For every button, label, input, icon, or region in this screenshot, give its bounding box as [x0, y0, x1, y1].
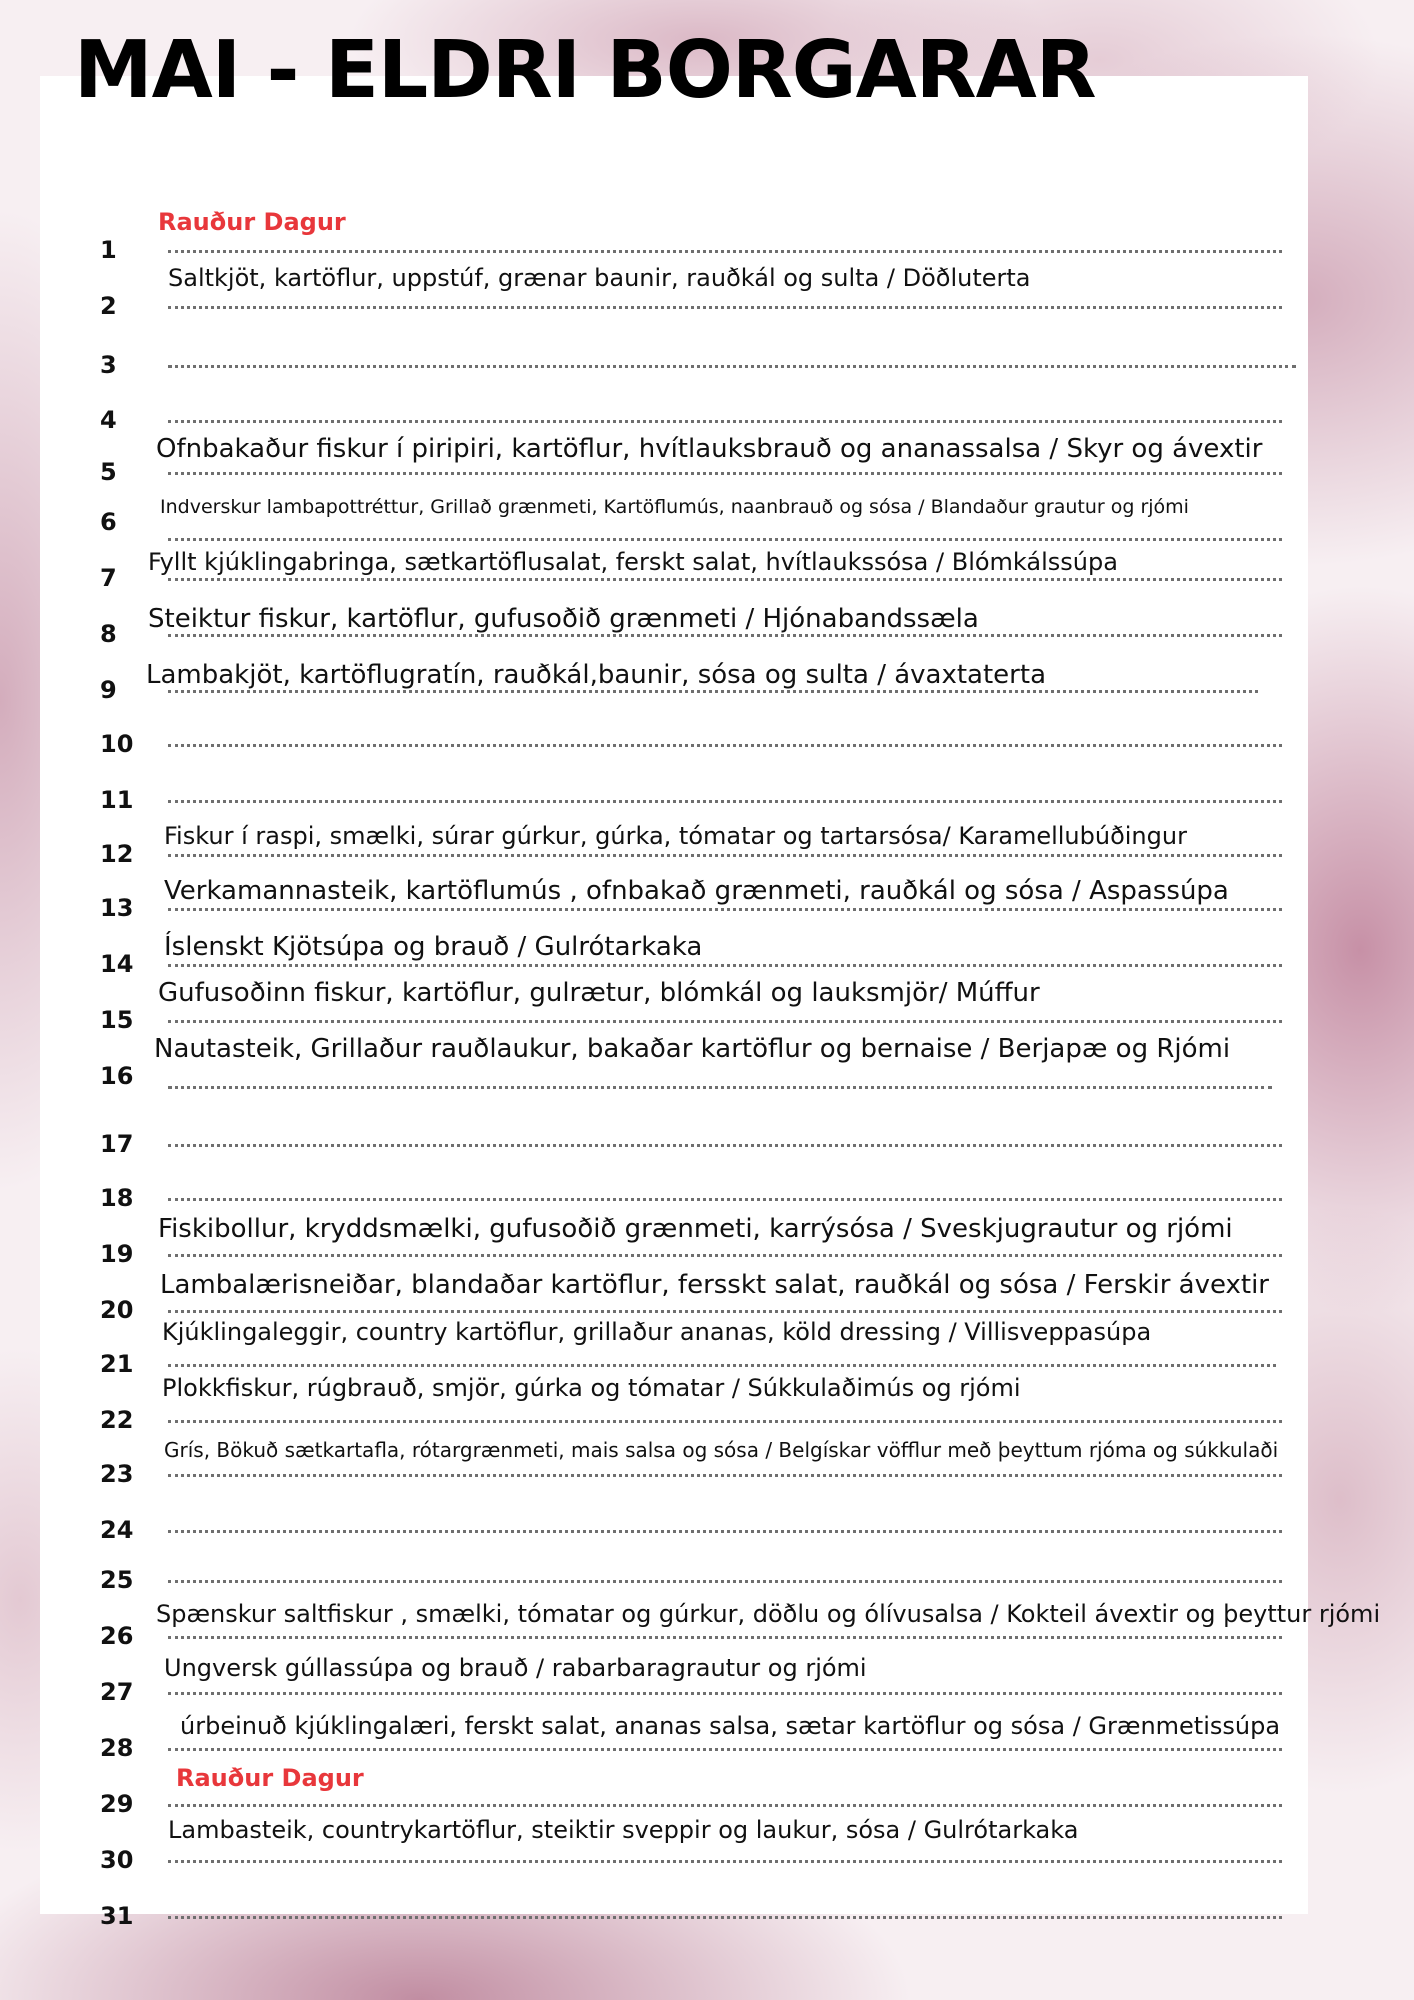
meal-text: Ofnbakaður fiskur í piripiri, kartöflur, hvítlauksbrauð og ananassalsa / Skyr og ávextir	[156, 434, 1263, 464]
day-row-2	[0, 264, 1414, 328]
dotted-line	[168, 250, 1282, 253]
meal-text: Fyllt kjúklingabringa, sætkartöflusalat, ferskt salat, hvítlaukssósa / Blómkálssúpa	[148, 548, 1118, 576]
dotted-line	[168, 1364, 1276, 1367]
dotted-line	[168, 1474, 1282, 1477]
day-number: 6	[100, 508, 117, 536]
dotted-line	[168, 306, 1282, 309]
day-number: 4	[100, 406, 117, 434]
dotted-line	[168, 854, 1282, 857]
dotted-line	[168, 1020, 1282, 1023]
day-number: 21	[100, 1350, 134, 1378]
meal-text: Lambalærisneiðar, blandaðar kartöflur, fersskt salat, rauðkál og sósa / Ferskir ávextir	[160, 1270, 1269, 1300]
meal-text: Plokkfiskur, rúgbrauð, smjör, gúrka og tómatar / Súkkulaðimús og rjómi	[162, 1374, 1021, 1402]
meal-text: Lambakjöt, kartöflugratín, rauðkál,baunir, sósa og sulta / ávaxtaterta	[146, 660, 1046, 690]
day-row-17	[0, 1110, 1414, 1166]
day-row-7	[0, 544, 1414, 600]
day-row-31	[0, 1882, 1414, 1938]
day-number: 29	[100, 1790, 134, 1818]
dotted-line	[168, 1692, 1282, 1695]
dotted-line	[168, 1086, 1272, 1089]
day-number: 15	[100, 1006, 134, 1034]
day-row-13	[0, 874, 1414, 930]
day-row-18	[0, 1164, 1414, 1220]
meal-text: Nautasteik, Grillaður rauðlaukur, bakaðar kartöflur og bernaise / Berjapæ og Rjómi	[154, 1034, 1231, 1064]
dotted-line	[168, 1530, 1282, 1533]
day-number: 14	[100, 950, 134, 978]
day-number: 17	[100, 1130, 134, 1158]
day-number: 27	[100, 1678, 134, 1706]
day-number: 31	[100, 1902, 134, 1930]
dotted-line	[168, 690, 1258, 693]
day-number: 12	[100, 840, 134, 868]
day-row-19	[0, 1214, 1414, 1276]
dotted-line	[168, 1636, 1282, 1639]
dotted-line	[168, 1916, 1282, 1919]
meal-text: Kjúklingaleggir, country kartöflur, grillaður ananas, köld dressing / Villisveppasúpa	[162, 1318, 1152, 1346]
day-row-24	[0, 1496, 1414, 1552]
meal-text: Spænskur saltfiskur , smælki, tómatar og gúrkur, döðlu og ólívusalsa / Kokteil ávextir og þeyttur rjómi	[156, 1600, 1381, 1628]
dotted-line	[168, 1198, 1282, 1201]
meal-text: Íslenskt Kjötsúpa og brauð / Gulrótarkaka	[164, 932, 703, 962]
day-number: 2	[100, 292, 117, 320]
meal-text: Saltkjöt, kartöflur, uppstúf, grænar baunir, rauðkál og sulta / Döðluterta	[168, 264, 1031, 292]
day-number: 3	[100, 351, 117, 379]
dotted-line	[168, 1804, 1282, 1807]
day-number: 30	[100, 1846, 134, 1874]
day-row-10	[0, 710, 1414, 766]
meal-text: Ungversk gúllassúpa og brauð / rabarbaragrautur og rjómi	[164, 1654, 867, 1682]
day-number: 24	[100, 1516, 134, 1544]
dotted-line	[168, 744, 1282, 747]
day-number: 19	[100, 1240, 134, 1268]
day-row-5	[0, 434, 1414, 494]
meal-text: Steiktur fiskur, kartöflur, gufusoðið grænmeti / Hjónabandssæla	[148, 604, 979, 634]
page-title: MAI - ELDRI BORGARAR	[74, 24, 1096, 116]
day-number: 7	[100, 564, 117, 592]
day-row-22	[0, 1374, 1414, 1442]
meal-text: Indverskur lambapottréttur, Grillað grænmeti, Kartöflumús, naanbrauð og sósa / Blandaður grautur og rjómi	[160, 496, 1189, 518]
day-number: 23	[100, 1460, 134, 1488]
dotted-line	[168, 365, 1296, 368]
day-number: 25	[100, 1566, 134, 1594]
dotted-line	[168, 420, 1282, 423]
day-row-23	[0, 1440, 1414, 1496]
dotted-line	[168, 538, 1282, 541]
dotted-line	[168, 800, 1282, 803]
dotted-line	[168, 908, 1282, 911]
dotted-line	[168, 1860, 1282, 1863]
dotted-line	[168, 1254, 1282, 1257]
day-number: 8	[100, 620, 117, 648]
day-number: 10	[100, 730, 134, 758]
day-row-9	[0, 656, 1414, 712]
day-row-28	[0, 1714, 1414, 1770]
dotted-line	[168, 578, 1282, 581]
meal-text: úrbeinuð kjúklingalæri, ferskt salat, ananas salsa, sætar kartöflur og sósa / Grænmetissúpa	[180, 1712, 1281, 1740]
day-number: 11	[100, 786, 134, 814]
day-row-3	[0, 331, 1414, 387]
day-row-26	[0, 1602, 1414, 1658]
dotted-line	[168, 964, 1282, 967]
dotted-line	[168, 1310, 1282, 1313]
day-number: 13	[100, 894, 134, 922]
meal-text: Fiskur í raspi, smælki, súrar gúrkur, gúrka, tómatar og tartarsósa/ Karamellubúðingur	[164, 822, 1187, 850]
dotted-line	[168, 1144, 1282, 1147]
day-row-16	[0, 1034, 1414, 1098]
day-row-8	[0, 600, 1414, 656]
meal-text: Lambasteik, countrykartöflur, steiktir sveppir og laukur, sósa / Gulrótarkaka	[168, 1816, 1079, 1844]
dotted-line	[168, 634, 1282, 637]
day-number: 1	[100, 236, 117, 264]
day-row-11	[0, 766, 1414, 822]
day-number: 22	[100, 1406, 134, 1434]
day-number: 20	[100, 1296, 134, 1324]
meal-text: Rauður Dagur	[158, 208, 346, 236]
day-number: 5	[100, 458, 117, 486]
day-number: 26	[100, 1622, 134, 1650]
day-number: 9	[100, 676, 117, 704]
dotted-line	[168, 1748, 1282, 1751]
day-row-12	[0, 820, 1414, 876]
meal-text: Rauður Dagur	[176, 1764, 364, 1792]
day-number: 28	[100, 1734, 134, 1762]
day-row-27	[0, 1654, 1414, 1714]
meal-text: Verkamannasteik, kartöflumús , ofnbakað grænmeti, rauðkál og sósa / Aspassúpa	[164, 876, 1229, 906]
day-row-30	[0, 1816, 1414, 1882]
day-row-25	[0, 1546, 1414, 1602]
dotted-line	[168, 472, 1282, 475]
meal-text: Grís, Bökuð sætkartafla, rótargrænmeti, mais salsa og sósa / Belgískar vöfflur með þeyttum rjóma og súkkulaði	[164, 1438, 1279, 1462]
dotted-line	[168, 1420, 1282, 1423]
dotted-line	[168, 1580, 1282, 1583]
day-number: 16	[100, 1062, 134, 1090]
day-row-6	[0, 488, 1414, 544]
meal-text: Fiskibollur, kryddsmælki, gufusoðið grænmeti, karrýsósa / Sveskjugrautur og rjómi	[158, 1214, 1233, 1244]
day-number: 18	[100, 1184, 134, 1212]
meal-text: Gufusoðinn fiskur, kartöflur, gulrætur, blómkál og lauksmjör/ Múffur	[158, 978, 1040, 1008]
